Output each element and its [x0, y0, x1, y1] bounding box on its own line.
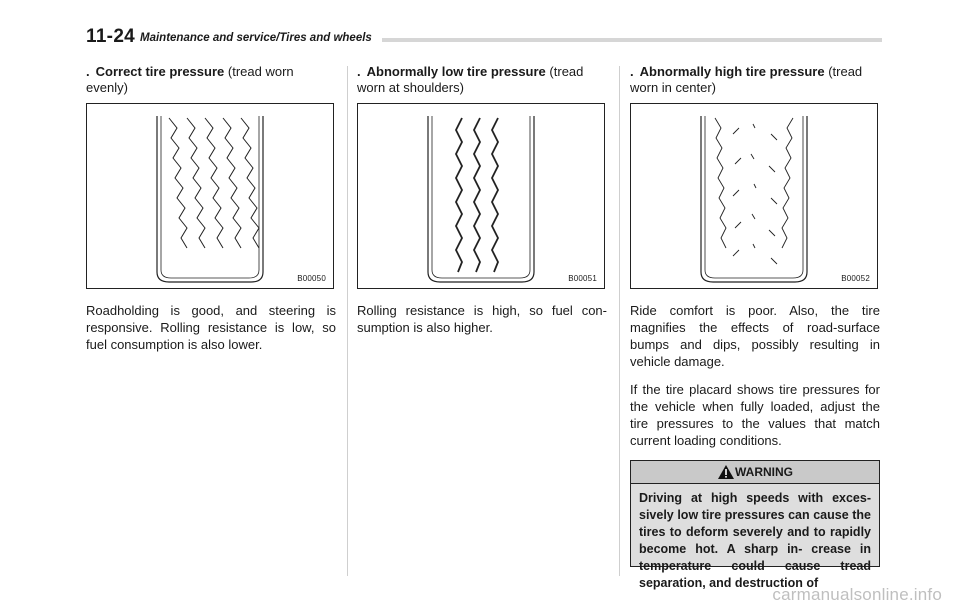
column-divider [619, 66, 620, 576]
heading-bold: Abnormally low tire pressure [366, 64, 546, 79]
heading-detail: (tread worn at shoulders) [357, 64, 584, 95]
tire-tread-illustration [631, 104, 877, 288]
warning-header [631, 461, 879, 484]
figure-code: B00051 [568, 274, 597, 283]
description-paragraph: Rolling resistance is high, so fuel con- sumption is also higher. [357, 303, 607, 335]
column-high-pressure [630, 64, 880, 590]
description-paragraph: Ride comfort is poor. Also, the tire magnifies the effects of road-surface bumps and dips, possibly resulting in vehicle damage. [630, 303, 880, 369]
header-rule [382, 38, 882, 42]
bullet: . [357, 64, 361, 79]
column-divider [347, 66, 348, 576]
warning-text: Driving at high speeds with exces- sively low tire pressures can cause the tires to deform severely and to rapidly become hot. A sharp in- crease in temperature could cause tread separation, and destruction of [631, 484, 879, 566]
page-header [86, 26, 882, 48]
heading-detail: (tread worn evenly) [86, 64, 294, 95]
tire-tread-figure-even [86, 103, 334, 289]
section-number: 11-24 [86, 26, 136, 47]
heading-bold: Abnormally high tire pressure [639, 64, 825, 79]
tire-tread-illustration [358, 104, 604, 288]
heading-bold: Correct tire pressure [95, 64, 225, 79]
figure-code: B00050 [297, 274, 326, 283]
column-low-pressure [357, 64, 607, 336]
heading-detail: (tread worn in center) [630, 64, 863, 95]
figure-code: B00052 [841, 274, 870, 283]
warning-label: WARNING [735, 465, 793, 479]
warning-box [630, 460, 880, 590]
tire-tread-figure-center [630, 103, 878, 289]
column-correct-pressure [86, 64, 336, 353]
section-title: Maintenance and service/Tires and wheels [140, 32, 372, 44]
warning-triangle-icon [717, 464, 735, 480]
bullet: . [86, 64, 90, 79]
heading-low-pressure [357, 64, 607, 96]
bullet: . [630, 64, 634, 79]
watermark: carmanualsonline.info [772, 585, 942, 604]
description-paragraph: Roadholding is good, and steering is responsive. Rolling resistance is low, so fuel consumption is also lower. [86, 303, 336, 352]
heading-high-pressure [630, 64, 880, 96]
description-paragraph: If the tire placard shows tire pressures for the vehicle when fully loaded, adjust the tire pressures to the values that match current loading conditions. [630, 382, 880, 448]
tire-tread-illustration [87, 104, 333, 288]
tire-tread-figure-shoulders [357, 103, 605, 289]
heading-correct-pressure [86, 64, 336, 96]
